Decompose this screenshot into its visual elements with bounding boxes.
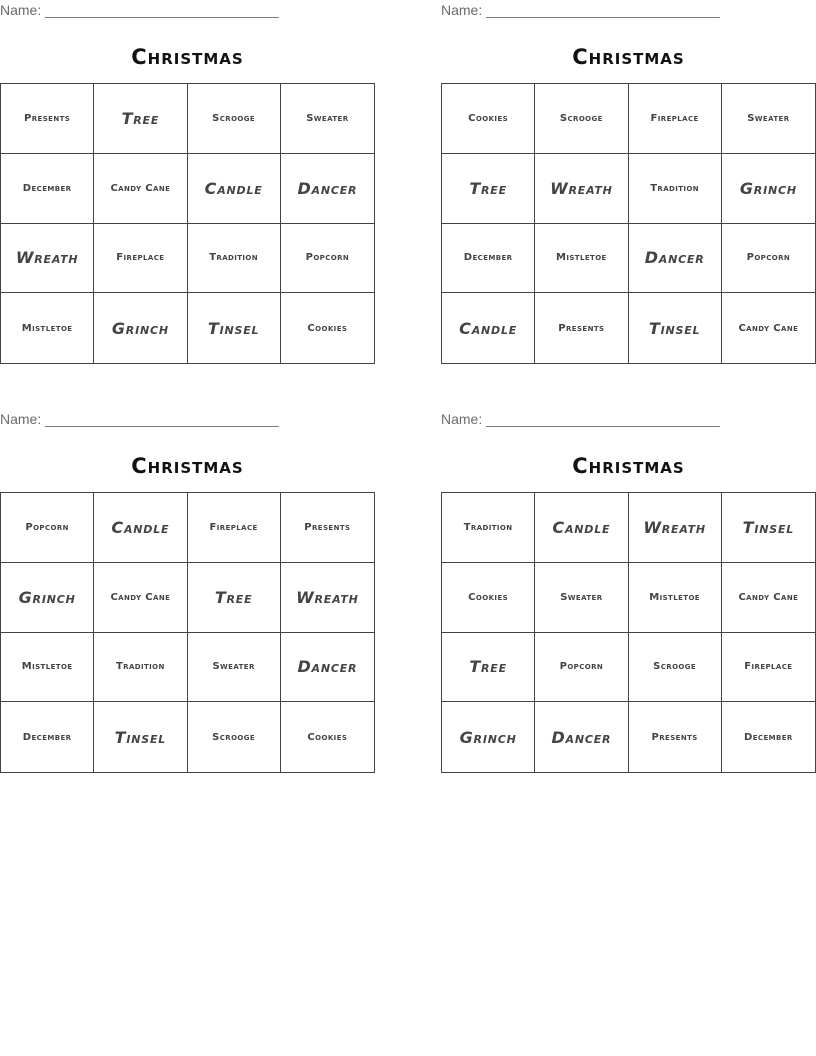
bingo-cell: Scrooge [188,84,281,154]
bingo-cell: Fireplace [629,84,722,154]
bingo-cell: Mistletoe [535,224,628,294]
bingo-grid [0,83,375,364]
bingo-cell: Dancer [281,633,374,703]
bingo-grid [441,83,816,364]
bingo-cell: Candle [535,493,628,563]
bingo-cell: Sweater [535,563,628,633]
bingo-cell: Wreath [1,224,94,294]
bingo-card-2 [441,0,816,338]
bingo-cell: Candy Cane [738,322,799,334]
bingo-grid [0,492,375,773]
bingo-cell: Fireplace [188,493,281,563]
bingo-cell: Scrooge [188,702,281,772]
bingo-cell: Tree [442,154,535,224]
bingo-cell: Candy Cane [94,563,187,633]
bingo-cell: Tradition [442,493,535,563]
bingo-cell: Tree [94,84,187,154]
name-field-label: Name: ______________________________ [441,2,720,18]
bingo-cell: Candy Cane [94,154,187,224]
bingo-cell: Cookies [307,322,348,334]
bingo-cell: Dancer [535,702,628,772]
bingo-cell: December [1,702,94,772]
bingo-cell: Wreath [629,493,722,563]
bingo-cell: Tree [188,563,281,633]
bingo-cell: Candle [94,493,187,563]
bingo-cell: Sweater [188,633,281,703]
bingo-cell: Popcorn [281,224,374,294]
bingo-cell: December [744,731,793,743]
bingo-cell: Tinsel [629,293,722,363]
bingo-cell: Fireplace [722,633,815,703]
name-field-label: Name: ______________________________ [441,411,720,427]
card-title: Christmas [572,45,685,69]
bingo-cell: Wreath [281,563,374,633]
bingo-cell: Presents [535,293,628,363]
bingo-cell: Sweater [281,84,374,154]
bingo-cell: Grinch [442,702,535,772]
bingo-cell: Popcorn [1,493,94,563]
bingo-cell: Cookies [442,563,535,633]
bingo-cell: December [1,154,94,224]
bingo-cell: Tree [442,633,535,703]
bingo-cell: Tradition [94,633,187,703]
card-title: Christmas [572,454,685,478]
bingo-cell: Grinch [722,154,815,224]
bingo-cell: Tinsel [188,293,281,363]
bingo-cell: Candy Cane [722,563,815,633]
bingo-cell: Tradition [188,224,281,294]
bingo-cell: Presents [1,84,94,154]
bingo-cell: Scrooge [535,84,628,154]
bingo-cell: December [442,224,535,294]
bingo-cell: Wreath [535,154,628,224]
card-title: Christmas [131,454,244,478]
bingo-cell: Scrooge [629,633,722,703]
bingo-cell: Mistletoe [1,293,94,363]
bingo-cell: Mistletoe [629,563,722,633]
bingo-cell: Grinch [94,293,187,363]
name-field-label: Name: ______________________________ [0,411,279,427]
bingo-grid [441,492,816,773]
bingo-cell: Cookies [307,731,348,743]
bingo-cell: Tinsel [722,493,815,563]
bingo-cell: Popcorn [722,224,815,294]
bingo-cell: Grinch [1,563,94,633]
card-title: Christmas [131,45,244,69]
bingo-cell: Sweater [722,84,815,154]
bingo-cell: Mistletoe [1,633,94,703]
bingo-cell: Tradition [629,154,722,224]
bingo-cell: Tinsel [94,702,187,772]
bingo-cell: Presents [629,702,722,772]
bingo-cell: Cookies [442,84,535,154]
bingo-cell: Candle [442,293,535,363]
bingo-cell: Dancer [629,224,722,294]
bingo-card-4 [441,409,816,747]
bingo-cell: Dancer [281,154,374,224]
bingo-cell: Popcorn [535,633,628,703]
name-field-label: Name: ______________________________ [0,2,279,18]
bingo-card-3 [0,409,375,747]
bingo-cell: Presents [281,493,374,563]
bingo-cell: Fireplace [94,224,187,294]
bingo-cell: Candle [188,154,281,224]
bingo-card-1 [0,0,375,338]
